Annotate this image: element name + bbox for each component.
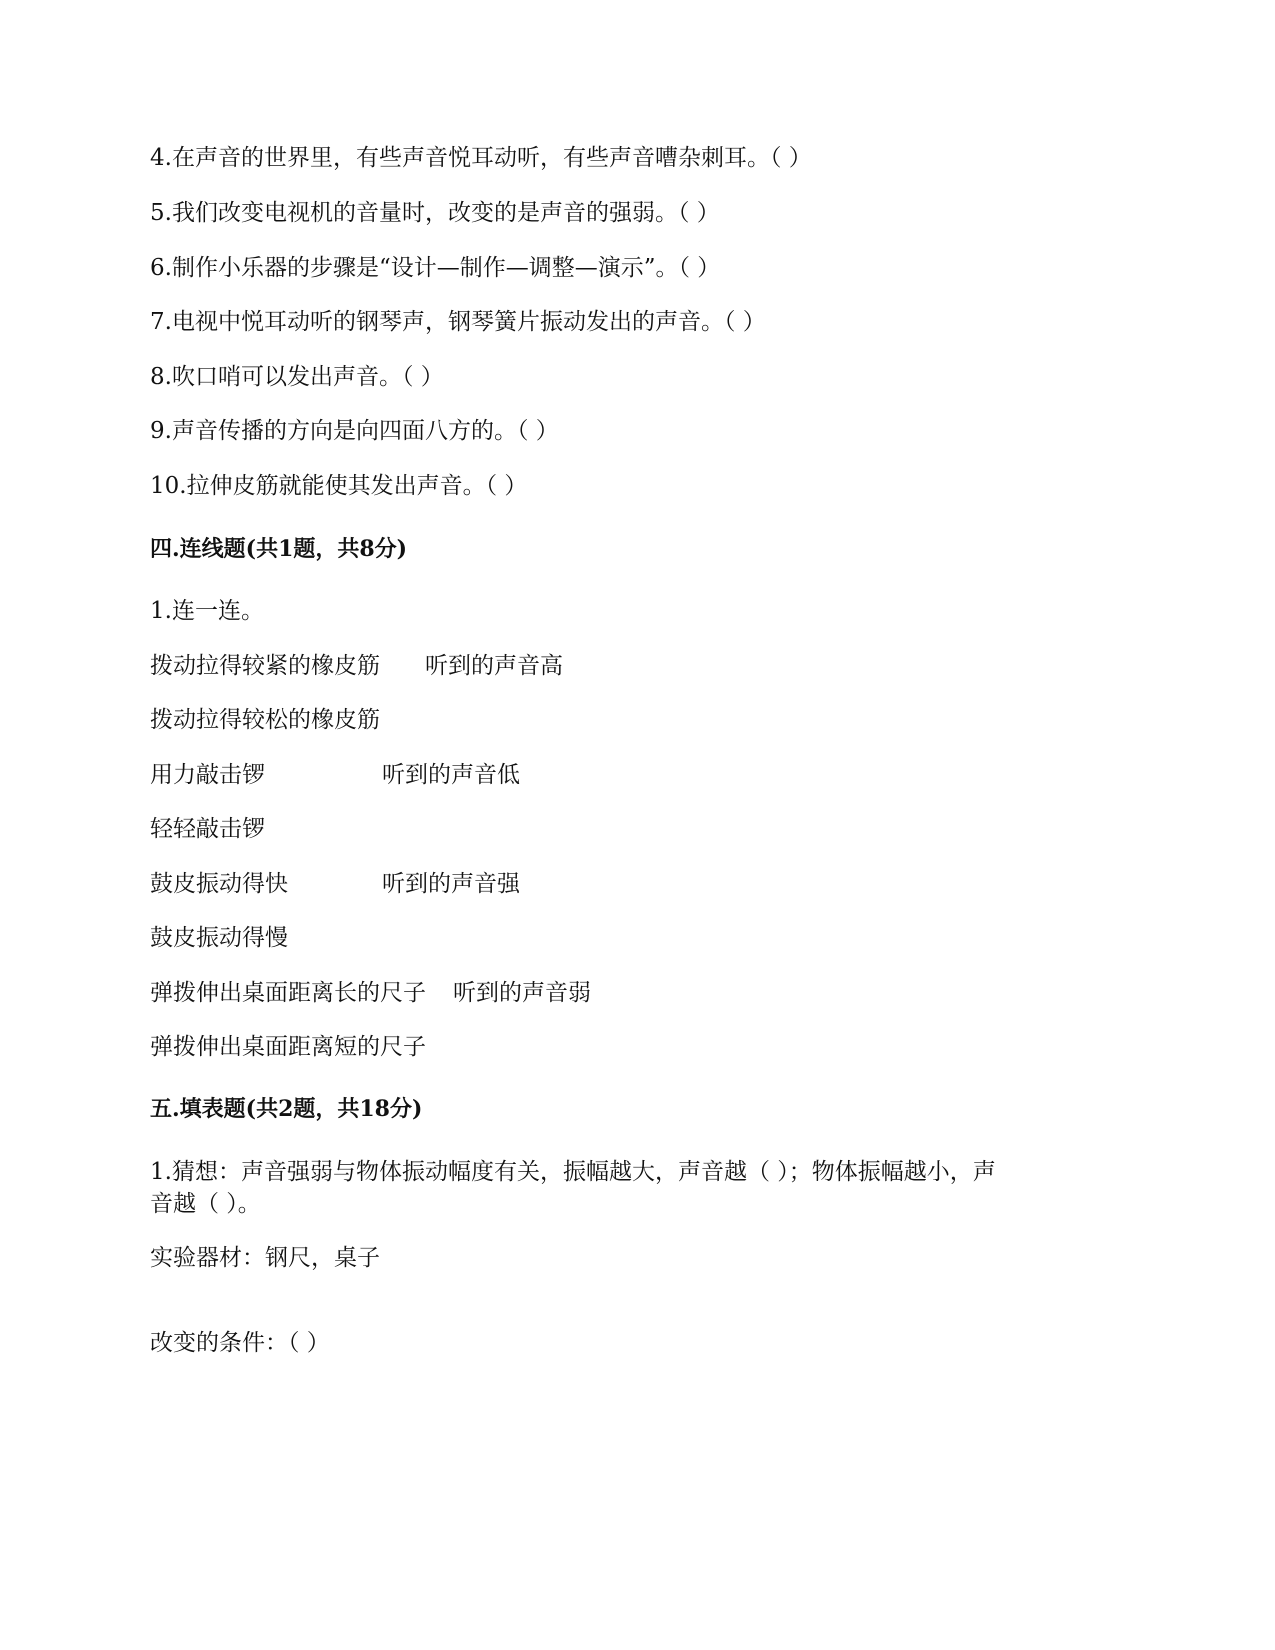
- section-heading-matching: 四.连线题(共1题，共8分): [150, 536, 408, 562]
- experiment-materials: 实验器材：钢尺，桌子: [150, 1245, 380, 1271]
- judgement-item-6: 6.制作小乐器的步骤是“设计—制作—调整—演示”。（ ）: [150, 255, 721, 281]
- matching-row: [150, 868, 520, 900]
- matching-right-item: 听到的声音强: [382, 871, 520, 897]
- matching-left-item: 弹拨伸出桌面距离短的尺子: [150, 1034, 426, 1060]
- fill-question-1: [150, 1156, 1110, 1220]
- fill-question-1-line-1: 1.猜想：声音强弱与物体振动幅度有关，振幅越大，声音越（ ）；物体振幅越小，声: [150, 1159, 996, 1185]
- matching-left-item: 鼓皮振动得快: [150, 871, 288, 897]
- judgement-item-4: 4.在声音的世界里，有些声音悦耳动听，有些声音嘈杂刺耳。（ ）: [150, 145, 812, 171]
- matching-right-item: 听到的声音低: [382, 762, 520, 788]
- matching-left-item: 鼓皮振动得慢: [150, 925, 288, 951]
- changed-condition: 改变的条件：（ ）: [150, 1330, 330, 1356]
- judgement-item-7: 7.电视中悦耳动听的钢琴声，钢琴簧片振动发出的声音。（ ）: [150, 309, 766, 335]
- judgement-item-9: 9.声音传播的方向是向四面八方的。（ ）: [150, 418, 559, 444]
- matching-left-item: 弹拨伸出桌面距离长的尺子: [150, 980, 426, 1006]
- matching-left-item: 轻轻敲击锣: [150, 816, 265, 842]
- matching-left-item: 拨动拉得较紧的橡皮筋: [150, 653, 380, 679]
- judgement-item-8: 8.吹口哨可以发出声音。（ ）: [150, 364, 444, 390]
- matching-left-item: 用力敲击锣: [150, 762, 265, 788]
- judgement-item-5: 5.我们改变电视机的音量时，改变的是声音的强弱。（ ）: [150, 200, 720, 226]
- matching-row: [150, 759, 520, 791]
- matching-row: [150, 650, 563, 682]
- judgement-item-10: 10.拉伸皮筋就能使其发出声音。（ ）: [150, 473, 528, 499]
- matching-question: 1.连一连。: [150, 598, 264, 624]
- matching-row: [150, 1031, 426, 1063]
- section-heading-fill-table: 五.填表题(共2题，共18分): [150, 1096, 423, 1122]
- matching-left-item: 拨动拉得较松的橡皮筋: [150, 707, 380, 733]
- fill-question-1-line-2: 音越（ ）。: [150, 1191, 261, 1217]
- matching-row: [150, 922, 288, 954]
- matching-right-item: 听到的声音弱: [453, 980, 591, 1006]
- matching-row: [150, 977, 591, 1009]
- matching-row: [150, 813, 265, 845]
- matching-row: [150, 704, 380, 736]
- matching-right-item: 听到的声音高: [425, 653, 563, 679]
